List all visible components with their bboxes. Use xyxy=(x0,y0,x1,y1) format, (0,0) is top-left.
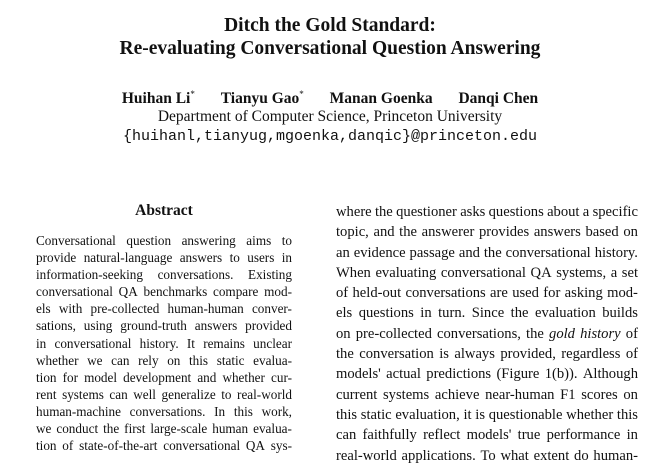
word: used xyxy=(512,285,539,302)
word: Existing xyxy=(248,267,292,283)
word: remains xyxy=(203,335,245,351)
word: scores xyxy=(581,386,618,403)
word: generalize xyxy=(161,386,216,402)
word: this xyxy=(189,352,209,368)
word: is xyxy=(475,406,485,423)
word: systems xyxy=(382,386,430,403)
introduction-body xyxy=(336,202,638,466)
abstract-line xyxy=(36,317,292,334)
word: QA xyxy=(245,438,265,454)
word: actual xyxy=(386,366,421,383)
word: the xyxy=(336,346,354,363)
word: provided xyxy=(245,318,292,334)
word: conversational xyxy=(505,244,591,261)
word: evaluation xyxy=(534,305,596,322)
word: to xyxy=(229,250,240,266)
author-name: Tianyu Gao xyxy=(220,90,300,107)
word: whether xyxy=(566,406,614,423)
paper-title-line-1: Ditch the Gold Standard: xyxy=(224,15,436,36)
word: Although xyxy=(582,366,638,383)
word: answers xyxy=(533,224,581,241)
word: topic, xyxy=(336,224,369,241)
word: users xyxy=(247,250,275,266)
word: builds xyxy=(602,305,638,322)
word: conversations. xyxy=(129,403,206,419)
word: predictions xyxy=(426,366,492,383)
word: conversation xyxy=(359,346,434,363)
word: state-of-the-art xyxy=(79,438,158,454)
word: this xyxy=(616,406,638,423)
intro-line xyxy=(336,385,638,405)
word: true xyxy=(517,427,541,444)
word: questioner xyxy=(396,204,457,220)
word: where xyxy=(336,204,372,220)
word: unclear xyxy=(253,335,292,351)
word: whether xyxy=(36,352,79,368)
word: this xyxy=(233,403,253,419)
abstract-body xyxy=(36,232,292,454)
word: based xyxy=(585,224,619,241)
word: rent xyxy=(36,386,57,402)
word: can xyxy=(109,386,128,402)
word: the xyxy=(399,224,418,241)
intro-line xyxy=(336,263,638,283)
abstract-line xyxy=(36,266,292,283)
word: specific xyxy=(592,204,638,220)
word: work, xyxy=(261,403,292,419)
word: In xyxy=(214,403,226,419)
word: on xyxy=(167,352,181,368)
word: els xyxy=(336,305,353,322)
word: benchmarks xyxy=(143,284,208,300)
word: (Figure xyxy=(496,366,540,383)
word: provided, xyxy=(500,346,556,363)
word: conduct xyxy=(56,421,99,437)
word: question xyxy=(126,233,172,248)
author-list xyxy=(0,89,660,109)
word: near-human xyxy=(485,386,555,403)
abstract-line xyxy=(36,369,292,386)
word: in xyxy=(420,305,432,322)
word: answers xyxy=(194,318,238,334)
word: and xyxy=(458,244,480,261)
word: in xyxy=(626,427,638,444)
word: an xyxy=(336,244,350,261)
word: faithfully xyxy=(362,427,417,444)
word: on xyxy=(623,386,638,403)
abstract-line xyxy=(36,335,292,352)
word: To xyxy=(480,447,496,464)
word: human-human xyxy=(167,301,244,317)
word: models' xyxy=(336,366,381,383)
word: always xyxy=(454,346,495,363)
word: provides xyxy=(478,224,530,241)
word: 1(b)). xyxy=(544,366,578,383)
abstract-line xyxy=(36,403,292,420)
word: can xyxy=(111,352,130,368)
word: turn. xyxy=(438,305,466,322)
word: of xyxy=(62,438,74,454)
word: questionable xyxy=(488,406,563,423)
word: conversational xyxy=(163,438,241,454)
word: human- xyxy=(593,447,638,464)
word: conver- xyxy=(251,301,292,317)
author-name: Danqi Chen xyxy=(458,90,539,107)
word: human-machine xyxy=(36,403,121,419)
word: mod- xyxy=(264,284,292,300)
intro-line xyxy=(336,364,638,384)
intro-line xyxy=(336,243,638,263)
equal-contribution-mark: * xyxy=(299,88,304,99)
word: provide xyxy=(36,250,77,266)
word: it xyxy=(463,406,472,423)
affiliation: Department of Computer Science, Princeton University xyxy=(157,108,503,125)
word: we xyxy=(36,421,52,437)
word: a xyxy=(582,204,590,220)
word: aims xyxy=(246,233,272,248)
abstract-line xyxy=(36,386,292,403)
word: the xyxy=(526,325,544,342)
author xyxy=(330,89,433,109)
word: conversations. xyxy=(157,267,234,283)
intro-line xyxy=(336,222,638,242)
word: tion xyxy=(36,438,57,454)
word: reflect xyxy=(423,427,461,444)
word: history xyxy=(580,325,621,342)
abstract-line xyxy=(36,300,292,317)
word: systems xyxy=(62,386,104,402)
word: questions xyxy=(488,204,544,220)
intro-line xyxy=(336,446,638,466)
word: of xyxy=(625,346,638,363)
word: the xyxy=(510,305,529,322)
word: evaluation, xyxy=(395,406,460,423)
word: in xyxy=(36,335,47,351)
word: on xyxy=(336,325,351,342)
word: are xyxy=(490,285,508,302)
word: passage xyxy=(409,244,455,261)
word: Since xyxy=(471,305,505,322)
word: for xyxy=(62,369,78,385)
author-name: Huihan Li xyxy=(121,90,191,107)
word: rely xyxy=(138,352,159,368)
word: history. xyxy=(139,335,179,351)
word: large-scale xyxy=(150,421,208,437)
abstract-line xyxy=(36,352,292,369)
word: extent xyxy=(533,447,570,464)
word: tion xyxy=(36,369,57,385)
word: model xyxy=(84,369,118,385)
word: conversations, xyxy=(437,325,521,342)
word: answers xyxy=(179,250,223,266)
word: can xyxy=(336,427,357,444)
word: questions xyxy=(358,305,414,322)
word: with xyxy=(58,301,83,317)
word: asking xyxy=(564,285,603,302)
word: evidence xyxy=(353,244,406,261)
word: set xyxy=(621,264,638,281)
word: QA xyxy=(530,264,552,281)
word: the xyxy=(483,244,502,261)
word: history. xyxy=(594,244,638,261)
word: on xyxy=(623,224,638,241)
word: When xyxy=(336,264,371,281)
word: held-out xyxy=(352,285,402,302)
word: natural-language xyxy=(83,250,173,266)
word: of xyxy=(336,285,349,302)
word: real-world xyxy=(237,386,292,402)
word: achieve xyxy=(434,386,480,403)
word: conversational xyxy=(54,335,132,351)
author xyxy=(221,89,304,109)
word: evalua- xyxy=(253,421,292,437)
word: regardless xyxy=(561,346,621,363)
word: conversations xyxy=(405,285,486,302)
word: sys- xyxy=(270,438,292,454)
word: evaluating xyxy=(375,264,437,281)
word: first xyxy=(124,421,146,437)
word: Conversational xyxy=(36,233,116,248)
word: human xyxy=(212,421,249,437)
equal-contribution-mark: * xyxy=(190,88,195,99)
word: of xyxy=(625,325,638,342)
word: information-seeking xyxy=(36,267,143,283)
word: compare xyxy=(212,284,259,300)
word: real-world xyxy=(336,447,397,464)
word: mod- xyxy=(607,285,638,302)
word: a xyxy=(610,264,618,281)
word: QA xyxy=(118,284,138,300)
author xyxy=(458,89,538,109)
word: development xyxy=(123,369,192,385)
word: answering xyxy=(181,233,236,248)
word: conversational xyxy=(36,284,113,300)
abstract-line xyxy=(36,437,292,454)
word: cur- xyxy=(271,369,292,385)
word: and xyxy=(373,224,395,241)
intro-line xyxy=(336,344,638,364)
word: evalua- xyxy=(253,352,292,368)
intro-line xyxy=(336,202,638,222)
word: gold xyxy=(549,325,575,342)
word: ground-truth xyxy=(120,318,187,334)
abstract-line xyxy=(36,249,292,266)
intro-line xyxy=(336,303,638,323)
word: in xyxy=(281,250,292,266)
abstract-line xyxy=(36,420,292,437)
word: It xyxy=(186,335,195,351)
word: what xyxy=(500,447,529,464)
word: els xyxy=(36,301,51,317)
word: do xyxy=(574,447,589,464)
word: this xyxy=(336,406,358,423)
word: to xyxy=(281,233,292,248)
paper-title-line-2: Re-evaluating Conversational Question Answering xyxy=(119,38,541,59)
word: performance xyxy=(546,427,621,444)
word: the xyxy=(374,204,393,220)
word: systems, xyxy=(556,264,607,281)
word: is xyxy=(439,346,449,363)
word: conversational xyxy=(440,264,526,281)
word: about xyxy=(547,204,580,220)
intro-line xyxy=(336,405,638,425)
word: pre-collected xyxy=(90,301,160,317)
author xyxy=(122,89,195,109)
word: sations, xyxy=(36,318,76,334)
word: the xyxy=(103,421,120,437)
word: pre-collected xyxy=(355,325,432,342)
word: we xyxy=(87,352,103,368)
author-emails: {huihanl,tianyug,mgoenka,danqic}@princeton.edu xyxy=(122,128,538,145)
word: applications. xyxy=(401,447,476,464)
intro-line xyxy=(336,283,638,303)
intro-line xyxy=(336,324,638,344)
word: for xyxy=(543,285,561,302)
word: to xyxy=(221,386,232,402)
word: well xyxy=(133,386,156,402)
word: answerer xyxy=(421,224,475,241)
intro-line xyxy=(336,425,638,445)
word: models' xyxy=(466,427,512,444)
word: and xyxy=(197,369,217,385)
abstract-line xyxy=(36,283,292,300)
word: current xyxy=(336,386,378,403)
author-name: Manan Goenka xyxy=(329,90,433,107)
abstract-heading: Abstract xyxy=(135,202,193,219)
word: static xyxy=(216,352,245,368)
word: static xyxy=(360,406,392,423)
word: using xyxy=(83,318,113,334)
word: F1 xyxy=(560,386,576,403)
abstract-line xyxy=(36,232,292,249)
word: whether xyxy=(222,369,265,385)
word: asks xyxy=(460,204,486,220)
